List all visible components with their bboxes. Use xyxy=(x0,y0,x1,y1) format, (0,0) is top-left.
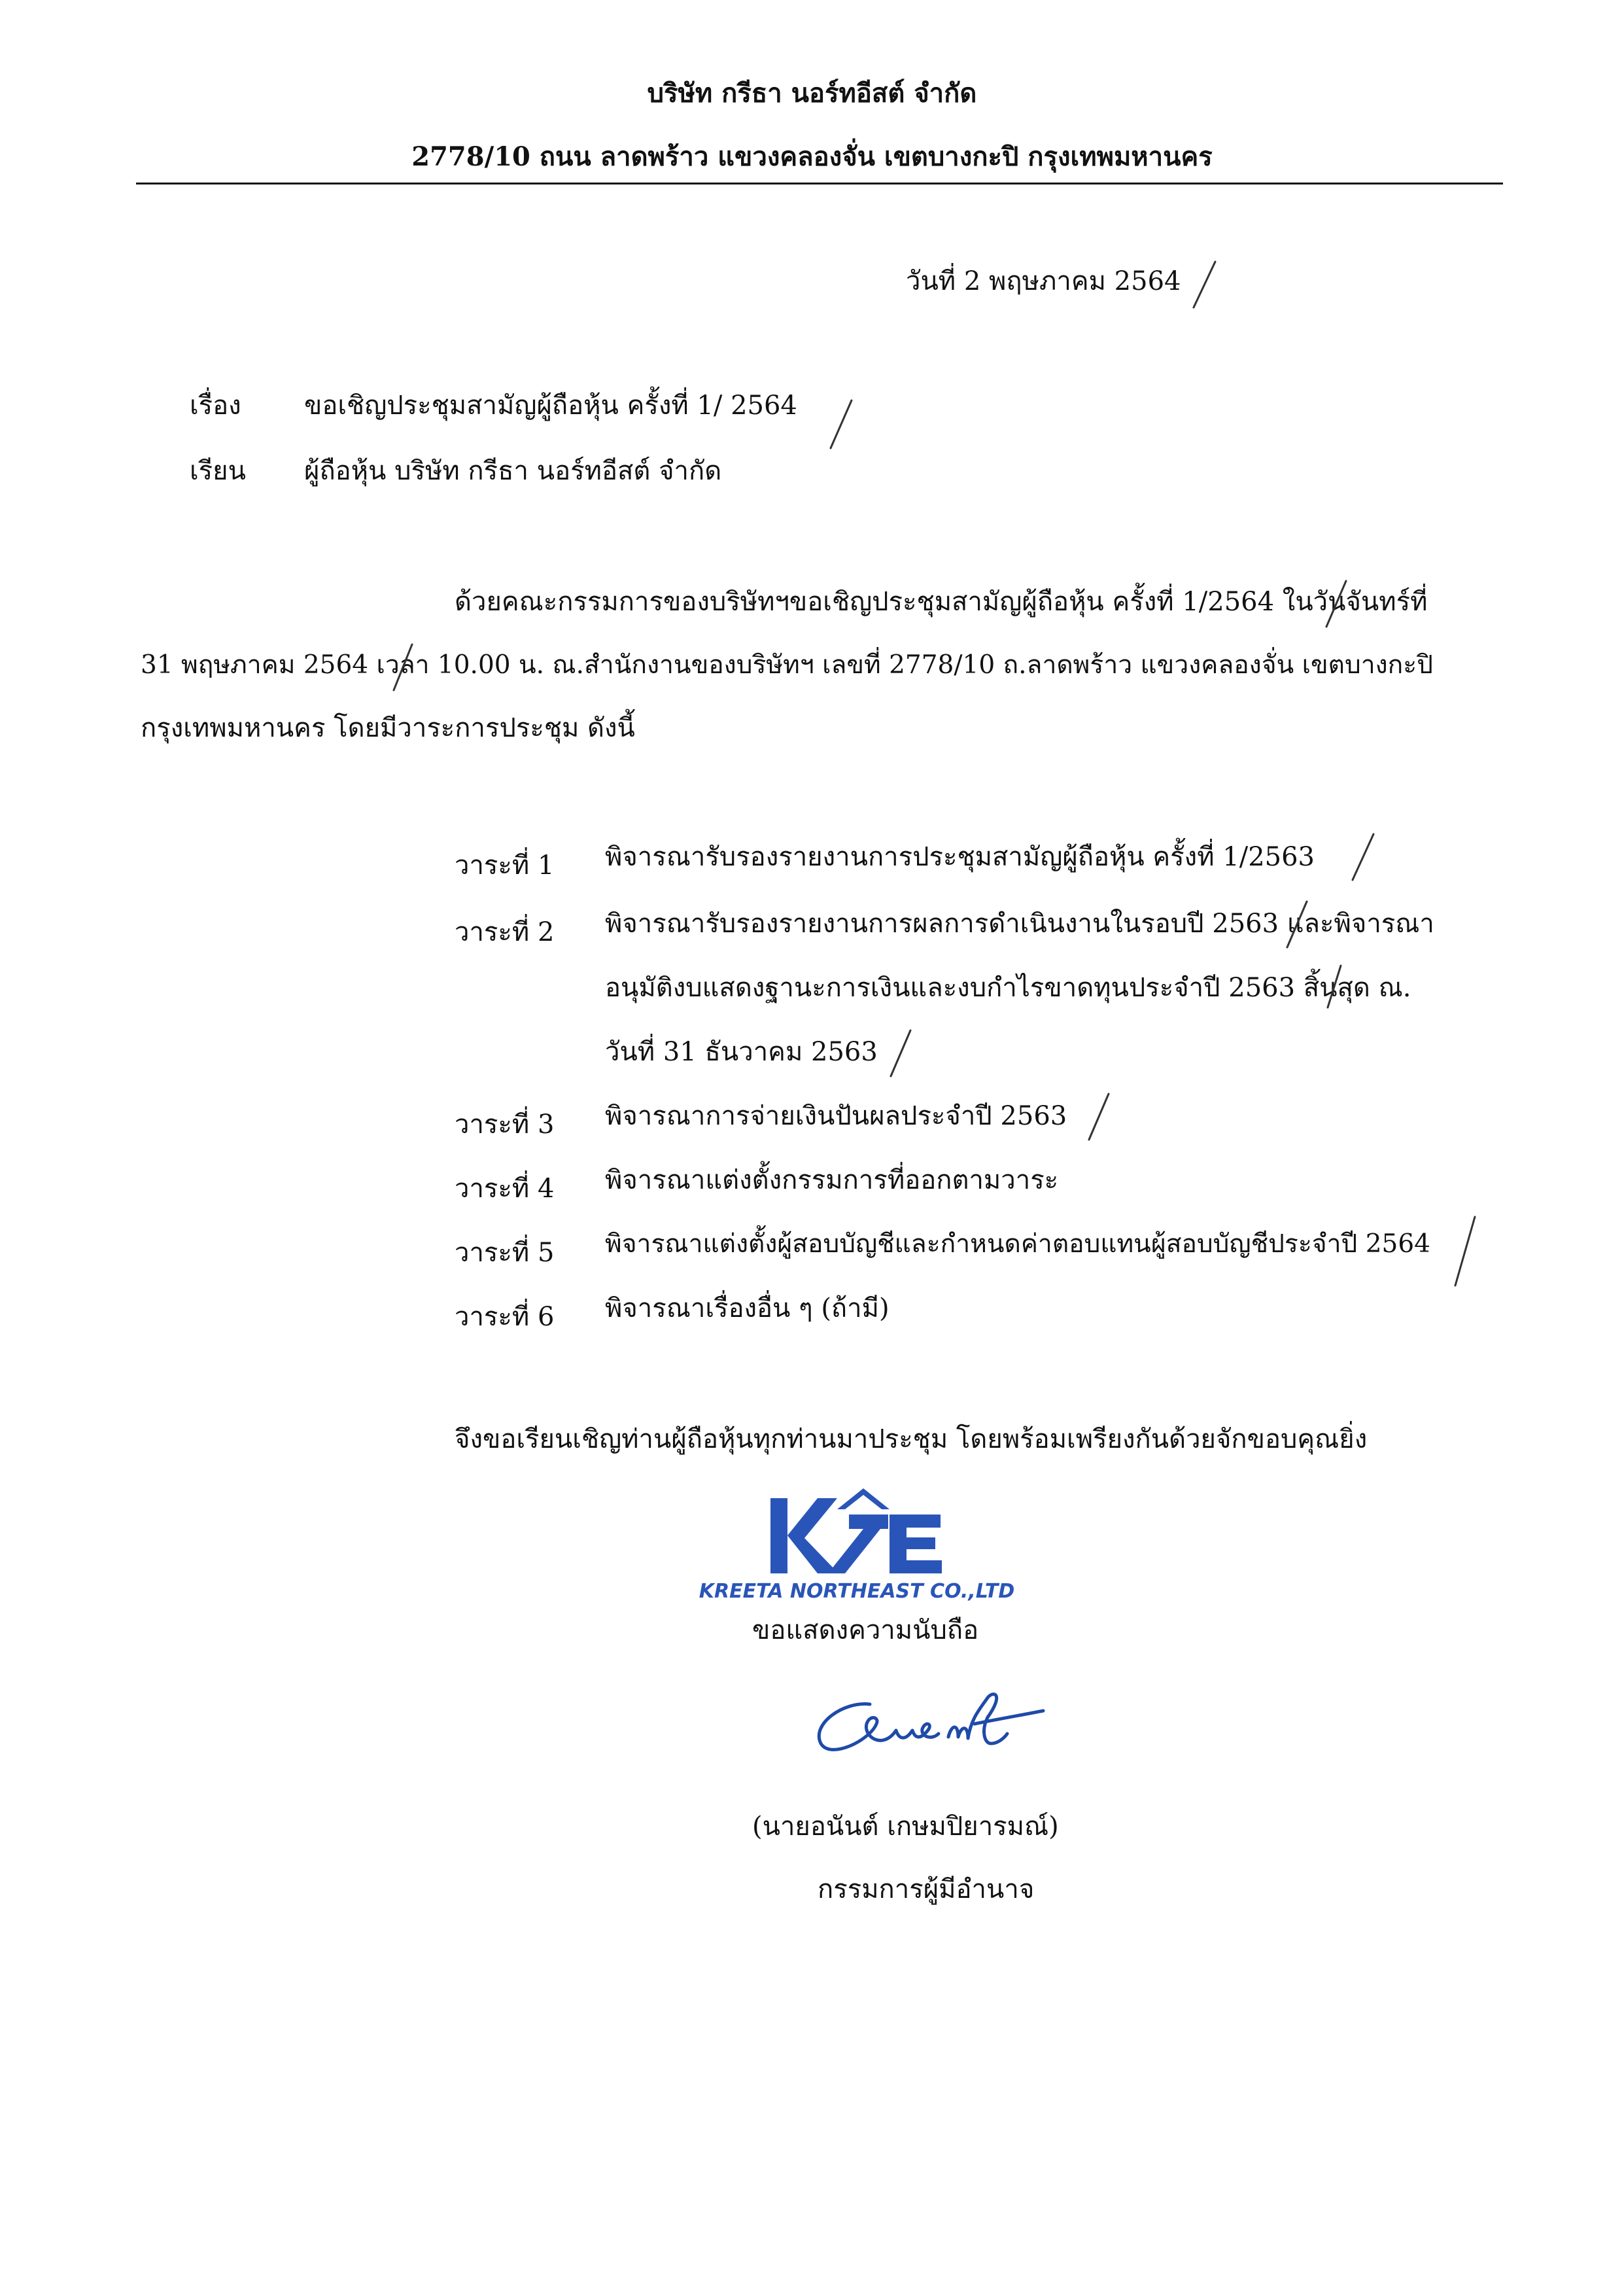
addressee-label: เรียน xyxy=(190,456,246,486)
regards: ขอแสดงความนับถือ xyxy=(752,1615,979,1645)
signatory-name: (นายอนันต์ เกษมปิยารมณ์) xyxy=(752,1812,1059,1842)
agenda-item-text: พิจารณาแต่งตั้งผู้สอบบัญชีและกำหนดค่าตอบแทนผู้สอบบัญชีประจำปี 2564 xyxy=(605,1229,1430,1259)
stamp-company-name: KREETA NORTHEAST CO.,LTD xyxy=(699,1580,1015,1603)
letter-date: วันที่ 2 พฤษภาคม 2564 xyxy=(906,266,1181,296)
check-mark-icon xyxy=(831,400,852,448)
agenda-item-text: วันที่ 31 ธันวาคม 2563 xyxy=(605,1037,878,1067)
agenda-item-text: พิจารณาการจ่ายเงินปันผลประจำปี 2563 xyxy=(605,1101,1067,1131)
agenda-item-text: พิจารณาแต่งตั้งกรรมการที่ออกตามวาระ xyxy=(605,1165,1059,1195)
company-address: 2778/10 ถนน ลาดพร้าว แขวงคลองจั่น เขตบางกะปิ กรุงเทพมหานคร xyxy=(411,141,1213,172)
body-line-1: ด้วยคณะกรรมการของบริษัทฯขอเชิญประชุมสามัญผู้ถือหุ้น ครั้งที่ 1/2564 ในวันจันทร์ที่ xyxy=(455,587,1428,617)
addressee-text: ผู้ถือหุ้น บริษัท กรีธา นอร์ทอีสต์ จำกัด xyxy=(304,456,722,486)
check-mark-icon xyxy=(1287,902,1307,947)
agenda-item-text: พิจารณารับรองรายงานการประชุมสามัญผู้ถือหุ้น ครั้งที่ 1/2563 xyxy=(605,842,1315,872)
subject-text: ขอเชิญประชุมสามัญผู้ถือหุ้น ครั้งที่ 1/ 2564 xyxy=(304,391,797,421)
body-line-2: 31 พฤษภาคม 2564 เวลา 10.00 น. ณ.สำนักงานของบริษัทฯ เลขที่ 2778/10 ถ.ลาดพร้าว แขวงคลองจั่น เขตบางกะปิ xyxy=(141,650,1433,680)
check-mark-icon xyxy=(1353,834,1373,880)
agenda-number: วาระที่ 5 xyxy=(455,1238,555,1268)
agenda-number: วาระที่ 3 xyxy=(455,1110,555,1140)
agenda-number: วาระที่ 6 xyxy=(455,1302,555,1332)
company-name: บริษัท กรีธา นอร์ทอีสต์ จำกัด xyxy=(647,78,977,109)
check-mark-icon xyxy=(1455,1217,1475,1286)
agenda-item-text: อนุมัติงบแสดงฐานะการเงินและงบกำไรขาดทุนประจำปี 2563 สิ้นสุด ณ. xyxy=(605,973,1411,1003)
check-mark-icon xyxy=(1326,581,1346,627)
closing-line: จึงขอเรียนเชิญท่านผู้ถือหุ้นทุกท่านมาประชุม โดยพร้อมเพรียงกันด้วยจักขอบคุณยิ่ง xyxy=(455,1424,1368,1454)
check-mark-icon xyxy=(1328,966,1341,1007)
check-mark-icon xyxy=(394,644,412,690)
agenda-item-text: พิจารณารับรองรายงานการผลการดำเนินงานในรอบปี 2563 และพิจารณา xyxy=(605,909,1434,939)
agenda-item-text: พิจารณาเรื่องอื่น ๆ (ถ้ามี) xyxy=(605,1293,890,1323)
body-line-3: กรุงเทพมหานคร โดยมีวาระการประชุม ดังนี้ xyxy=(141,713,635,743)
agenda-number: วาระที่ 1 xyxy=(455,850,555,881)
check-mark-icon xyxy=(1089,1094,1109,1140)
signatory-title: กรรมการผู้มีอำนาจ xyxy=(818,1874,1035,1904)
subject-label: เรื่อง xyxy=(190,391,241,421)
agenda-number: วาระที่ 4 xyxy=(455,1174,555,1204)
check-mark-icon xyxy=(1194,262,1215,307)
check-mark-icon xyxy=(891,1030,910,1076)
agenda-number: วาระที่ 2 xyxy=(455,917,555,947)
